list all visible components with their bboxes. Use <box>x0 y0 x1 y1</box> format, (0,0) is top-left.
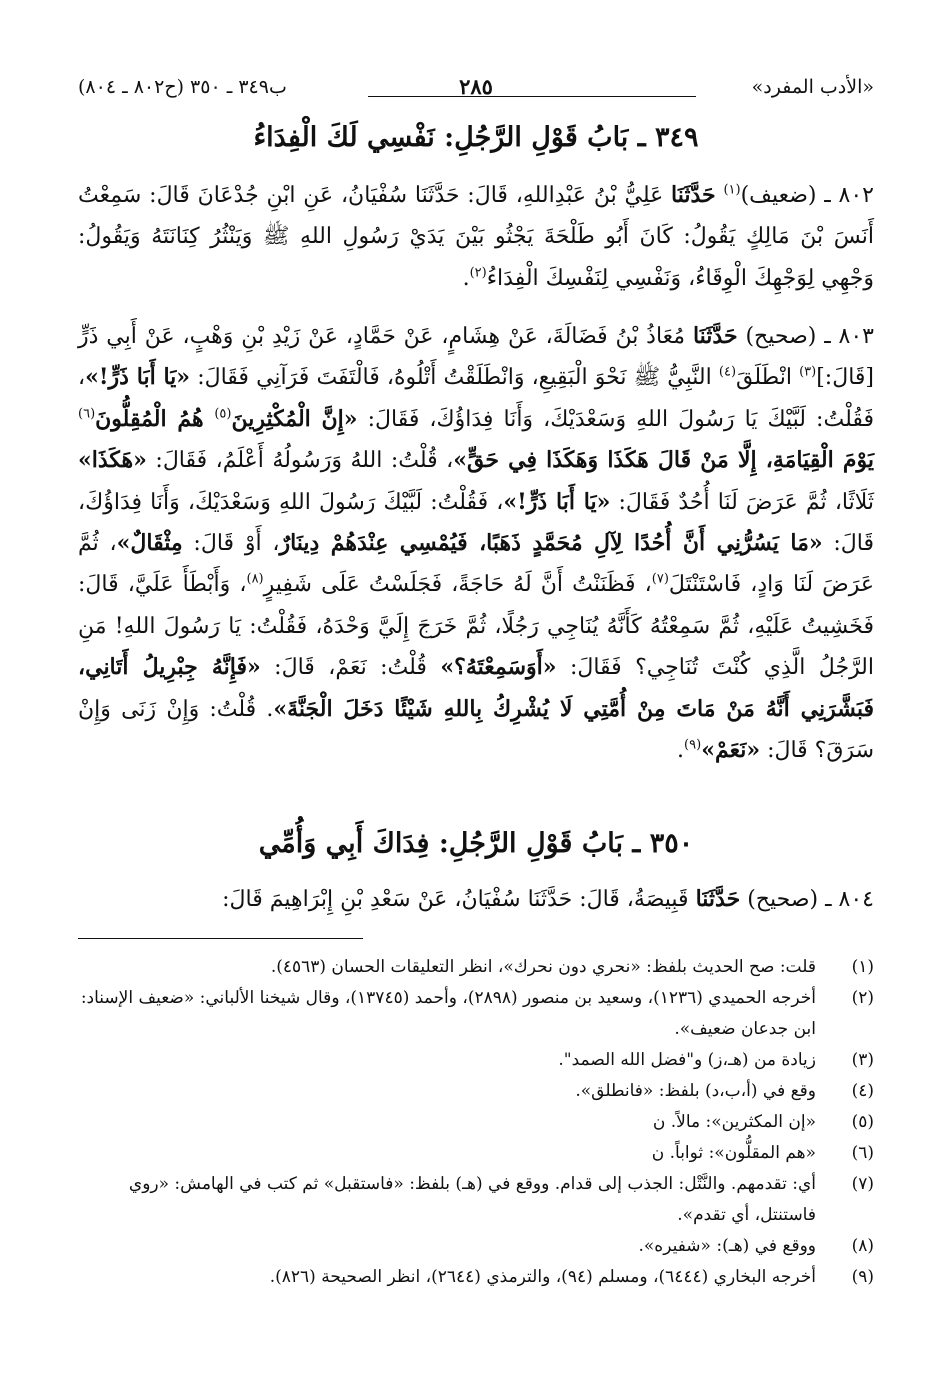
hadith-802 <box>78 175 874 299</box>
page-number: ٢٨٥ <box>459 74 493 99</box>
hadith-number: ٨٠٣ ـ <box>824 324 874 349</box>
punct: . <box>677 738 685 764</box>
prophetic-quote: «إِنَّ الْمُكْثِرِينَ <box>231 405 358 432</box>
footnote <box>78 1045 874 1076</box>
prophetic-quote: «يَا أَبَا ذَرٍّ!» <box>503 488 611 515</box>
footnote-number: (٢) <box>851 988 874 1008</box>
prophetic-quote: «هَكَذَا» <box>78 447 147 474</box>
prophetic-quote: «يَا أَبَا ذَرٍّ!» <box>85 364 191 391</box>
hadith-text: . قُلْتُ: وَإِنْ زَنَى وَإِنْ سَرَقَ؟ قَالَ: <box>78 696 874 764</box>
hadith-text: ، ثُمَّ عَرَضَ لَنَا وَادٍ، فَاسْتَنْتَلَ <box>78 531 874 598</box>
footnote <box>78 1138 874 1169</box>
haddathana: حَدَّثَنَا <box>671 182 716 208</box>
footnote-text: أخرجه الحميدي (١٢٣٦)، وسعيد بن منصور (٢٨٩٨)، وأحمد (١٣٧٤٥)، وقال شيخنا الألباني: «ضعيف الإسناد: ابن جدعان ضعيف». <box>80 988 816 1039</box>
footnote-text: وقع في (أ،ب،د) بلفظ: «فانطلق». <box>575 1081 816 1101</box>
hadith-text: ، قُلْتُ: اللهُ وَرَسُولُهُ أَعْلَمُ، فَقَالَ: <box>146 448 454 474</box>
hadith-text: مُعَاذُ بْنُ فَضَالَةَ، عَنْ هِشَامٍ، عَنْ حَمَّادٍ، عَنْ زَيْدِ بْنِ وَهْبٍ، عَنْ أَبِي ذَرٍّ [قَالَ:] <box>78 324 875 391</box>
footnote-text: «هم المقلُّون»: ثواباً. ن <box>651 1143 816 1163</box>
footnote-number: (٨) <box>851 1236 874 1256</box>
footnote <box>78 1169 874 1231</box>
footnote-ref: (٣) <box>799 365 817 381</box>
footnote-text: ووقع في (هـ): «شفيره». <box>638 1236 816 1256</box>
chapter-range: ب٣٤٩ ـ ٣٥٠ (ح٨٠٢ ـ ٨٠٤) <box>78 76 287 98</box>
footnote-ref: (٩) <box>684 737 702 753</box>
footnote-number: (٥) <box>851 1112 874 1132</box>
prophetic-quote: «أَوَسَمِعْتَهُ؟» <box>440 654 557 681</box>
footnote-text: «إن المكثرين»: مالاً. ن <box>652 1112 816 1132</box>
haddathana: حَدَّثَنَا <box>692 323 738 349</box>
hadith-grade: (صحيح) <box>745 324 817 349</box>
footnote-number: (١) <box>851 957 874 977</box>
footnote <box>78 1107 874 1138</box>
footnote-number: (٧) <box>851 1174 874 1194</box>
footnote-text: أي: تقدمهم. والنَّتْل: الجذب إلى قدام. ووقع في (هـ) بلفظ: «فاستقبل» ثم كتب في الهامش: «روي فاستنتل، أي تقدم». <box>128 1174 816 1225</box>
footnote <box>78 983 874 1045</box>
hadith-text: ، فَقُلْتُ: لَبَّيْكَ يَا رَسُولَ اللهِ وَسَعْدَيْكَ، وَأَنَا فِدَاؤُكَ، فَقَالَ: <box>78 365 874 432</box>
hadith-number: ٨٠٢ ـ <box>824 183 874 208</box>
prophetic-quote: «فَإِنَّهُ جِبْرِيلُ أَتَانِي، فَبَشَّرَنِي أَنَّهُ مَنْ مَاتَ مِنْ أُمَّتِي لَا يُشْرِكُ بِاللهِ شَيْئًا دَخَلَ الْجَنَّةَ» <box>78 654 874 722</box>
prophetic-quote: يَوْمَ الْقِيَامَةِ، إِلَّا مَنْ قَالَ هَكَذَا وَهَكَذَا فِي حَقٍّ» <box>453 447 874 474</box>
hadith-804 <box>78 879 874 920</box>
hadith-text: ، أَوْ قَالَ: <box>182 531 280 557</box>
header-rule <box>368 96 488 97</box>
footnote-number: (٦) <box>851 1143 874 1163</box>
prophetic-quote: هُمُ الْمُقِلُّونَ <box>95 405 215 432</box>
punct: . <box>462 265 470 291</box>
footnote <box>78 1262 874 1293</box>
footnote <box>78 952 874 983</box>
footnote-text: قلت: صح الحديث بلفظ: «نحري دون نحرك»، انظر التعليقات الحسان (٤٥٦٣). <box>270 957 816 977</box>
book-title: «الأدب المفرد» <box>751 76 874 98</box>
hadith-text: ، فَقُلْتُ: لَبَّيْكَ رَسُولَ اللهِ وَسَعْدَيْكَ، وَأَنَا فِدَاؤُكَ، قَالَ: <box>78 489 875 557</box>
footnotes <box>78 952 874 1293</box>
hadith-text: ، وَأَبْطَأَ عَلَيَّ، قَالَ: فَخَشِيتُ عَلَيْهِ، ثُمَّ سَمِعْتُهُ كَأَنَّهُ يُنَاجِي رَجُلًا، ثُمَّ خَرَجَ إِلَيَّ وَحْدَهُ، فَقُلْتُ: يَا رَسُولَ اللهِ! مَنِ الرَّجُلُ الَّذِي كُنْتَ تُنَاجِي؟ فَقَالَ: <box>78 572 874 681</box>
prophetic-quote: مِثْقَالٌ» <box>116 530 183 557</box>
hadith-text: عَلِيُّ بْنُ عَبْدِاللهِ، قَالَ: حَدَّثَنَا سُفْيَانُ، عَنِ ابْنِ جُدْعَانَ قَالَ: سَمِعْتُ أَنَسَ بْنَ مَالِكٍ يَقُولُ: كَانَ أَبُو طَلْحَةَ يَجْثُو بَيْنَ يَدَيْ رَسُولِ اللهِ ﷺ وَيَنْثُرُ كِنَانَتَهُ وَيَقُولُ: وَجْهِي لِوَجْهِكَ الْوِقَاءُ، وَنَفْسِي لِنَفْسِكَ الْفِدَاءُ <box>78 183 874 291</box>
footnote-ref: (١) <box>723 182 741 198</box>
hadith-text: ، فَظَنَنْتُ أَنَّ لَهُ حَاجَةً، فَجَلَسْتُ عَلَى شَفِيرٍ <box>263 572 652 598</box>
footnote-ref: (٢) <box>469 265 487 281</box>
footnote-ref: (٨) <box>246 572 264 588</box>
hadith-number: ٨٠٤ ـ <box>825 887 874 912</box>
footnote <box>78 1076 874 1107</box>
footnote-ref: (٦) <box>78 406 96 422</box>
haddathana: حَدَّثَنَا <box>695 886 741 912</box>
footnote-number: (٣) <box>851 1050 874 1070</box>
footnote-text: زيادة من (هـ،ز) و"فضل الله الصمد". <box>558 1050 816 1070</box>
hadith-grade: (صحيح) <box>747 887 819 912</box>
hadith-text: ثَلَاثًا، ثُمَّ عَرَضَ لَنَا أُحُدٌ فَقَالَ: <box>610 489 874 515</box>
footnote-ref: (٤) <box>718 365 737 381</box>
footnote <box>78 1231 874 1262</box>
footnote-number: (٤) <box>851 1081 874 1101</box>
footnote-text: أخرجه البخاري (٦٤٤٤)، ومسلم (٩٤)، والترمذي (٢٦٤٤)، انظر الصحيحة (٨٢٦). <box>269 1267 816 1287</box>
hadith-text: النَّبِيُّ ﷺ نَحْوَ الْبَقِيعِ، وَانْطَلَقْتُ أَتْلُوهُ، فَالْتَفَتَ فَرَآنِي فَقَالَ: <box>190 365 719 391</box>
chapter-heading-349: ٣٤٩ ـ بَابُ قَوْلِ الرَّجُلِ: نَفْسِي لَكَ الْفِدَاءُ <box>253 122 699 153</box>
hadith-text: انْطَلَقَ <box>736 365 800 391</box>
footnote-number: (٩) <box>851 1267 874 1287</box>
running-header <box>78 74 874 108</box>
hadith-text: قُلْتُ: نَعَمْ، قَالَ: <box>260 655 441 681</box>
header-rule <box>474 96 696 97</box>
chapter-heading-350: ٣٥٠ ـ بَابُ قَوْلِ الرَّجُلِ: فِدَاكَ أَبِي وَأُمِّي <box>258 828 694 859</box>
footnote-ref: (٧) <box>651 572 669 588</box>
hadith-803 <box>78 316 874 771</box>
hadith-grade: (ضعيف) <box>740 183 817 208</box>
footnote-ref: (٥) <box>214 406 232 422</box>
prophetic-quote: «نَعَمْ» <box>701 737 761 764</box>
hadith-text: قَبِيصَةُ، قَالَ: حَدَّثَنَا سُفْيَانُ، عَنْ سَعْدِ بْنِ إِبْرَاهِيمَ قَالَ: <box>222 887 689 912</box>
prophetic-quote: «مَا يَسُرُّنِي أَنَّ أُحُدًا لِآلِ مُحَمَّدٍ ذَهَبًا، فَيُمْسِي عِنْدَهُمْ دِينَارٌ <box>279 530 823 557</box>
